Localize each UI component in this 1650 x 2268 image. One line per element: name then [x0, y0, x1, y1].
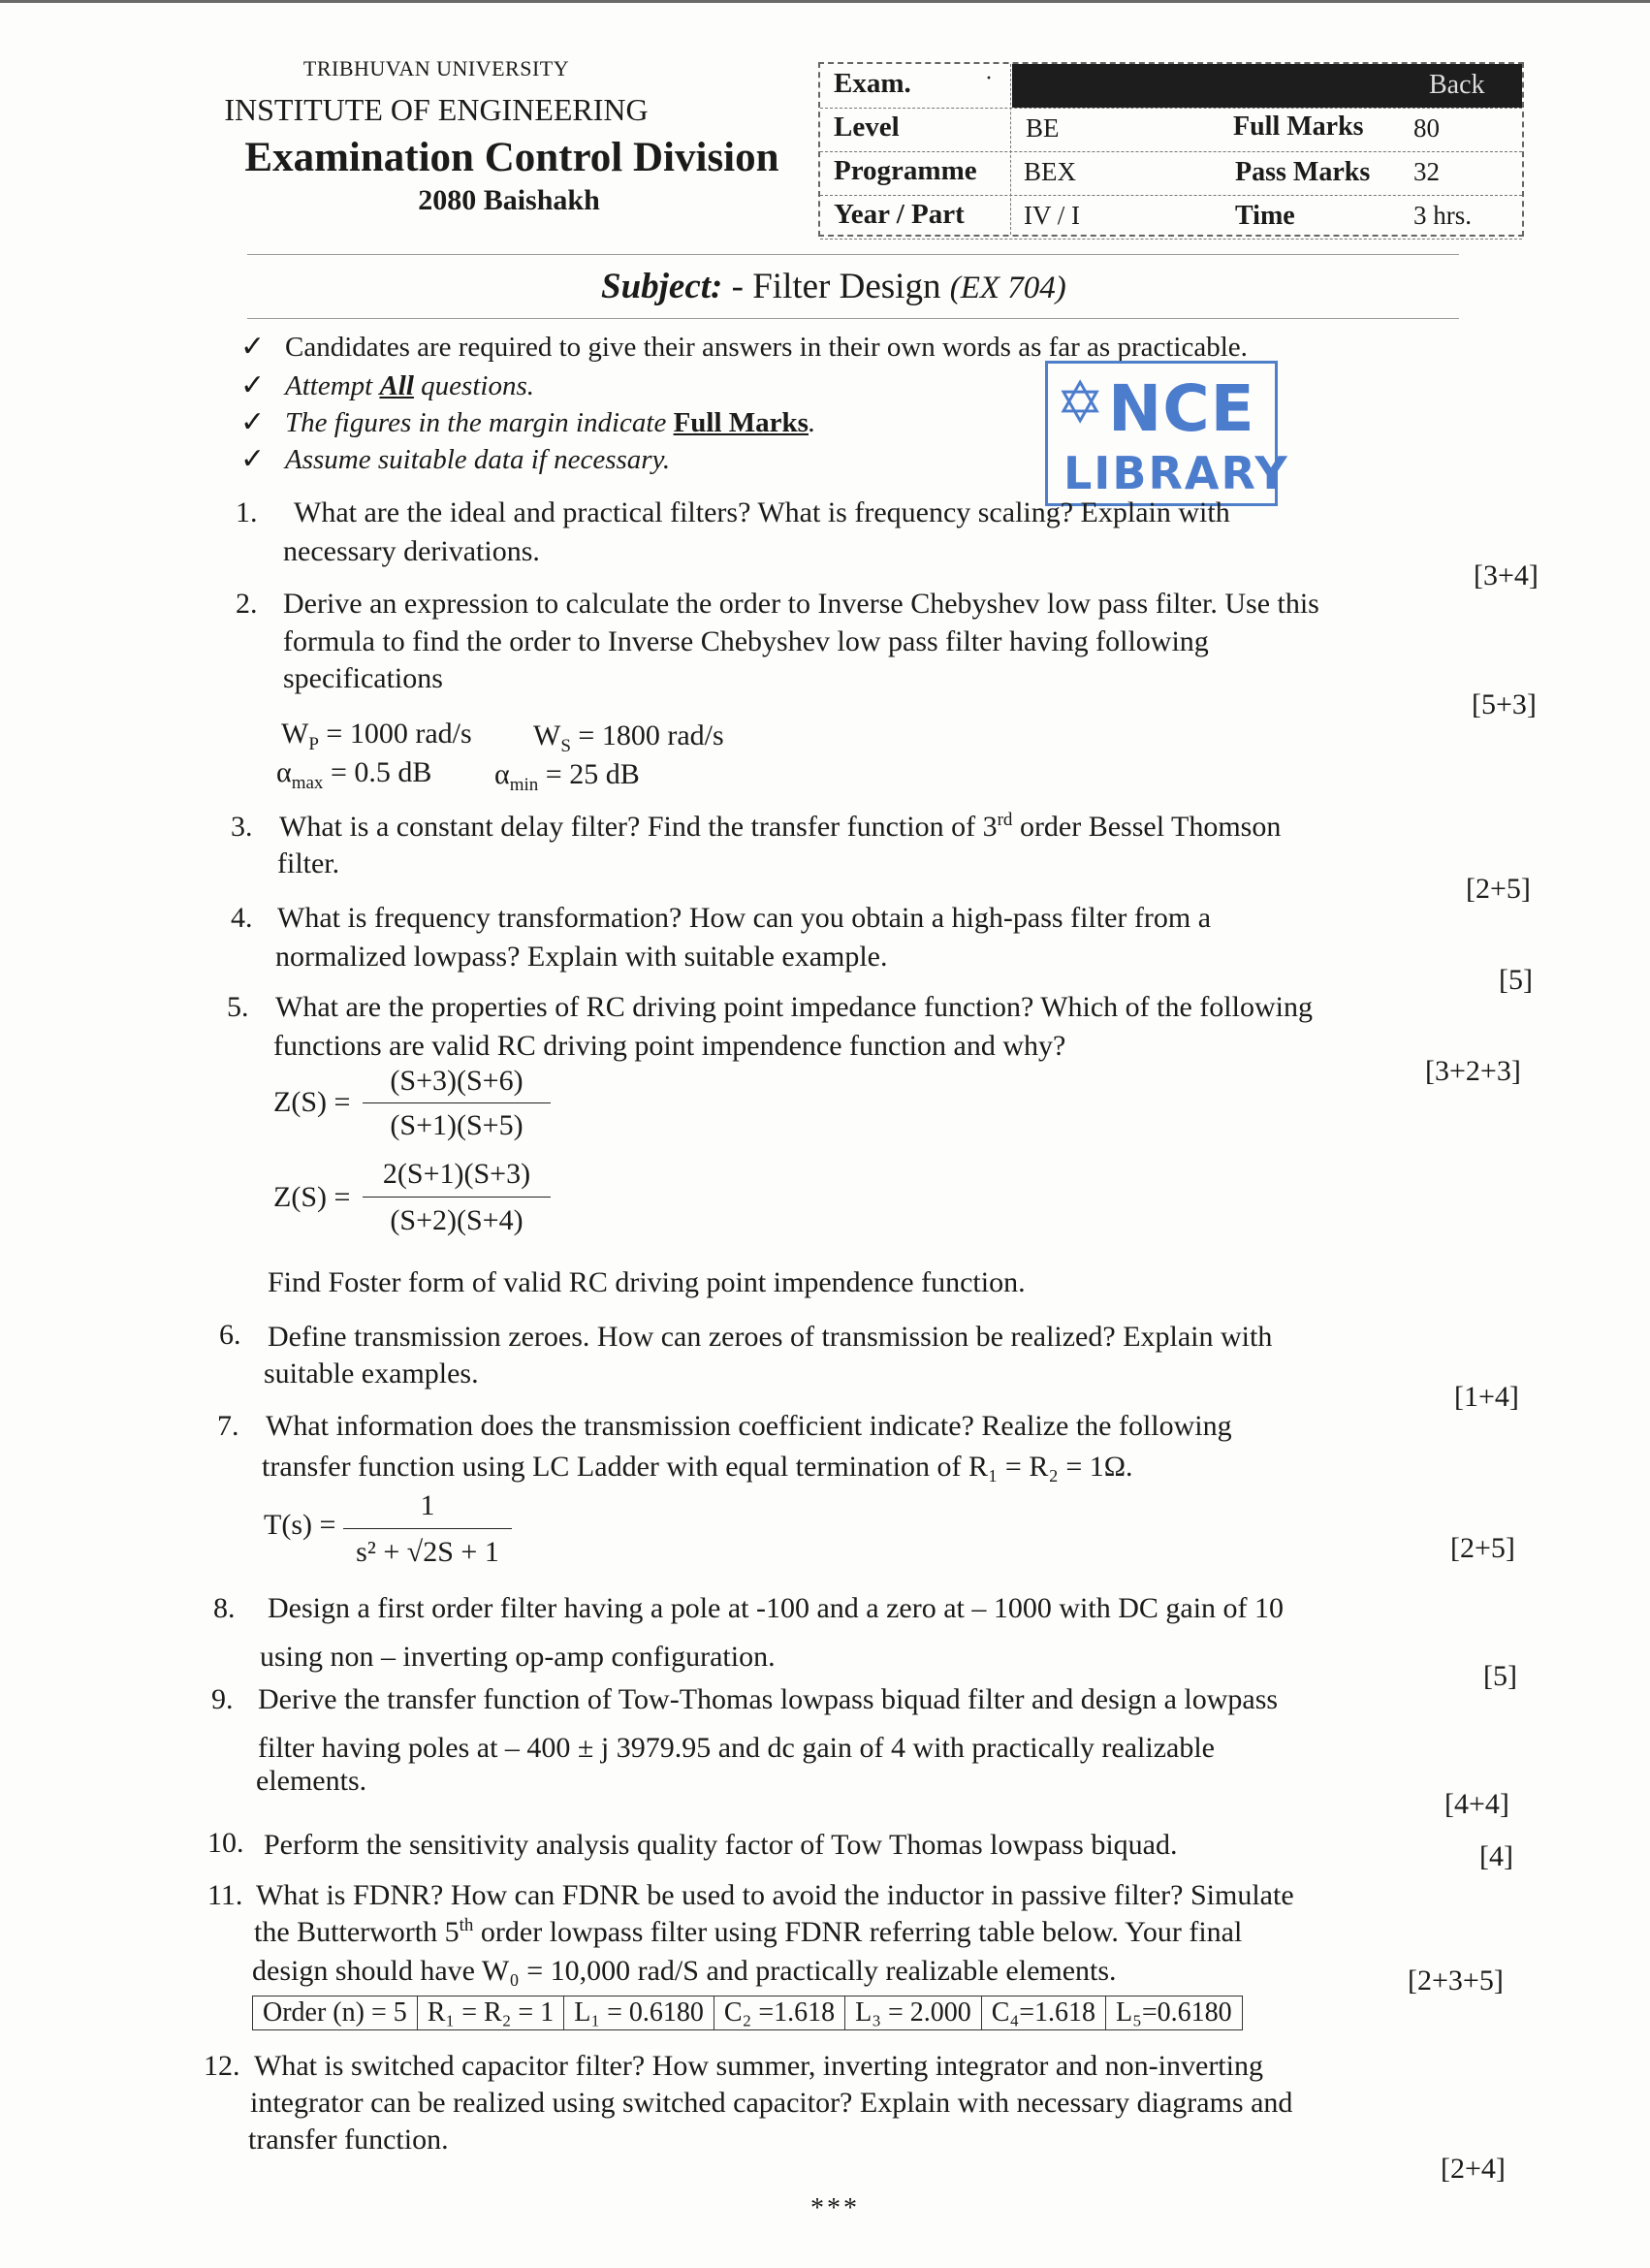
q9-line1: Derive the transfer function of Tow-Thomas lowpass biquad filter and design a lowpass: [258, 1683, 1279, 1715]
q5-line3: Find Foster form of valid RC driving point impendence function.: [268, 1266, 1026, 1298]
instruction-1: ✓ Candidates are required to give their answers in their own words as far as practicable.: [240, 330, 1248, 364]
programme-row: [820, 151, 1522, 196]
subject-rule: [247, 318, 1459, 319]
exam-row: Exam. · Back: [820, 64, 1522, 109]
instruction-4: ✓ Assume suitable data if necessary.: [240, 442, 671, 476]
checkmark-icon: ✓: [240, 442, 266, 476]
q2-alpha-min: $\alpha_{min} = 25$ dB: [494, 758, 640, 795]
q3-line2: filter.: [277, 847, 340, 879]
q7-marks: [2+5]: [1450, 1532, 1515, 1564]
table-divider: [1010, 64, 1011, 235]
table-cell: L₅=0.6180: [1106, 1996, 1243, 2030]
q2-ws: $W_S = 1800$ rad/s: [533, 719, 724, 756]
q4-marks: [5]: [1499, 964, 1533, 996]
year-row: [820, 195, 1522, 240]
t-fraction-bar: [343, 1528, 512, 1529]
q5-line2: functions are valid RC driving point impendence function and why?: [273, 1030, 1066, 1062]
division-name: Examination Control Division: [244, 135, 779, 180]
library-stamp: ✡ NCE LIBRARY: [1045, 361, 1278, 506]
q9-line3: elements.: [256, 1765, 367, 1797]
end-mark: ***: [810, 2193, 860, 2223]
table-cell: Order (n) = 5: [253, 1996, 418, 2030]
subject-label: Subject:: [601, 267, 723, 306]
q1-number: 1.: [236, 496, 258, 528]
t-lhs: T(s) =: [264, 1509, 336, 1541]
q3-line1: What is a constant delay filter? Find the transfer function of 3rd order Bessel Thomson: [279, 810, 1282, 843]
q2-number: 2.: [236, 588, 258, 620]
exam-session: 2080 Baishakh: [418, 184, 600, 216]
pass-marks-label: Pass Marks: [1235, 157, 1371, 187]
q12-number: 12.: [204, 2050, 240, 2082]
z2-numerator: 2(S+1)(S+3): [382, 1158, 531, 1190]
instruction-3: ✓ The figures in the margin indicate Full Marks.: [240, 405, 816, 439]
pass-marks-value: 32: [1413, 157, 1440, 186]
q1-line1: What are the ideal and practical filters? What is frequency scaling? Explain with: [294, 496, 1230, 528]
q11-number: 11.: [207, 1879, 243, 1911]
q9-line2: filter having poles at – 400 ± j 3979.95 and dc gain of 4 with practically realizable: [258, 1732, 1215, 1764]
z1-fraction-bar: [363, 1102, 551, 1103]
q11-line2: the Butterworth 5th order lowpass filter using FDNR referring table below. Your final: [254, 1915, 1243, 1948]
q7-line2: transfer function using LC Ladder with equal termination of R₁ = R₂ = 1Ω.: [262, 1451, 1133, 1483]
table-cell: R₁ = R₂ = 1: [417, 1996, 563, 2030]
q11-marks: [2+3+5]: [1408, 1965, 1504, 1996]
q5-marks: [3+2+3]: [1425, 1055, 1521, 1087]
instruction-2: ✓ Attempt All questions.: [240, 368, 534, 402]
butterworth-table: [252, 1996, 1243, 2030]
q8-line2: using non – inverting op-amp configuration.: [260, 1641, 776, 1673]
checkmark-icon: ✓: [240, 405, 266, 439]
q8-marks: [5]: [1483, 1660, 1517, 1692]
q2-wp: $W_P = 1000$ rad/s: [281, 718, 472, 754]
full-marks-value: 80: [1413, 113, 1440, 143]
z1-denominator: (S+1)(S+5): [390, 1109, 524, 1141]
header-rule: [247, 254, 1459, 255]
q4-line1: What is frequency transformation? How can you obtain a high-pass filter from a: [277, 902, 1212, 934]
year-label: Year / Part: [834, 199, 965, 230]
level-value: BE: [1026, 113, 1060, 143]
table-cell: L₁ = 0.6180: [564, 1996, 714, 2030]
q6-number: 6.: [219, 1319, 241, 1351]
q8-number: 8.: [213, 1592, 236, 1624]
q6-line1: Define transmission zeroes. How can zeroes of transmission be realized? Explain with: [268, 1321, 1273, 1353]
q7-number: 7.: [217, 1410, 239, 1442]
exam-type-bar: [1012, 64, 1522, 108]
q12-line2: integrator can be realized using switched capacitor? Explain with necessary diagrams and: [250, 2087, 1293, 2119]
exam-label: Exam.: [834, 68, 911, 99]
t-numerator: 1: [420, 1489, 435, 1521]
table-cell: C₂ =1.618: [714, 1996, 844, 2030]
level-row: [820, 108, 1522, 152]
q3-number: 3.: [231, 811, 253, 843]
q7-line1: What information does the transmission coefficient indicate? Realize the following: [266, 1410, 1232, 1442]
institute-name: INSTITUTE OF ENGINEERING: [224, 92, 649, 127]
q10-marks: [4]: [1479, 1840, 1513, 1872]
programme-value: BEX: [1024, 157, 1076, 186]
subject-code: (EX 704): [949, 271, 1066, 305]
q5-line1: What are the properties of RC driving point impedance function? Which of the following: [275, 991, 1313, 1023]
q11-line3: design should have W₀ = 10,000 rad/S and practically realizable elements.: [252, 1955, 1117, 1987]
q1-marks: [3+4]: [1474, 559, 1539, 591]
z1-lhs: Z(S) =: [273, 1086, 351, 1118]
q2-alpha-max: $\alpha_{max} = 0.5$ dB: [276, 756, 432, 793]
level-label: Level: [834, 112, 900, 143]
q12-line3: transfer function.: [248, 2124, 449, 2156]
t-denominator: s² + √2S + 1: [356, 1536, 499, 1568]
q9-number: 9.: [211, 1683, 234, 1715]
university-name: TRIBHUVAN UNIVERSITY: [302, 56, 570, 80]
q4-line2: normalized lowpass? Explain with suitable example.: [275, 941, 888, 973]
q4-number: 4.: [231, 902, 253, 934]
q12-marks: [2+4]: [1441, 2153, 1506, 2185]
programme-label: Programme: [834, 155, 977, 186]
q9-marks: [4+4]: [1444, 1788, 1509, 1820]
time-label: Time: [1235, 201, 1295, 231]
z2-denominator: (S+2)(S+4): [390, 1204, 524, 1236]
q2-line2: formula to find the order to Inverse Chebyshev low pass filter having following: [283, 625, 1209, 657]
q2-line1: Derive an expression to calculate the order to Inverse Chebyshev low pass filter. Use this: [283, 588, 1319, 620]
subject-line: [601, 266, 1066, 307]
table-row: [253, 1996, 1243, 2030]
q10-line1: Perform the sensitivity analysis quality factor of Tow Thomas lowpass biquad.: [264, 1829, 1178, 1861]
exam-type-value: Back: [1429, 70, 1485, 100]
z2-lhs: Z(S) =: [273, 1181, 351, 1213]
checkmark-icon: ✓: [240, 368, 266, 402]
q1-line2: necessary derivations.: [283, 535, 540, 567]
q10-number: 10.: [207, 1827, 244, 1859]
z2-fraction-bar: [363, 1197, 551, 1198]
exam-info-table: [818, 62, 1524, 237]
q6-marks: [1+4]: [1454, 1381, 1519, 1413]
year-value: IV / I: [1024, 201, 1080, 230]
z1-numerator: (S+3)(S+6): [390, 1065, 524, 1097]
q6-line2: suitable examples.: [264, 1358, 479, 1390]
q3-marks: [2+5]: [1466, 873, 1531, 905]
checkmark-icon: ✓: [240, 330, 266, 364]
q12-line1: What is switched capacitor filter? How summer, inverting integrator and non-inverting: [254, 2050, 1263, 2082]
table-cell: L₃ = 2.000: [845, 1996, 982, 2030]
top-edge-line: [0, 0, 1650, 3]
q5-number: 5.: [227, 991, 249, 1023]
full-marks-label: Full Marks: [1233, 112, 1364, 142]
time-value: 3 hrs.: [1413, 201, 1472, 230]
table-cell: C₄=1.618: [981, 1996, 1105, 2030]
q2-marks: [5+3]: [1472, 688, 1537, 720]
q11-line1: What is FDNR? How can FDNR be used to avoid the inductor in passive filter? Simulate: [256, 1879, 1294, 1911]
subject-title: - Filter Design: [731, 267, 941, 306]
star-emblem-icon: ✡: [1056, 369, 1105, 437]
q8-line1: Design a first order filter having a pole at -100 and a zero at – 1000 with DC gain of 10: [268, 1592, 1285, 1624]
q2-line3: specifications: [283, 662, 443, 694]
